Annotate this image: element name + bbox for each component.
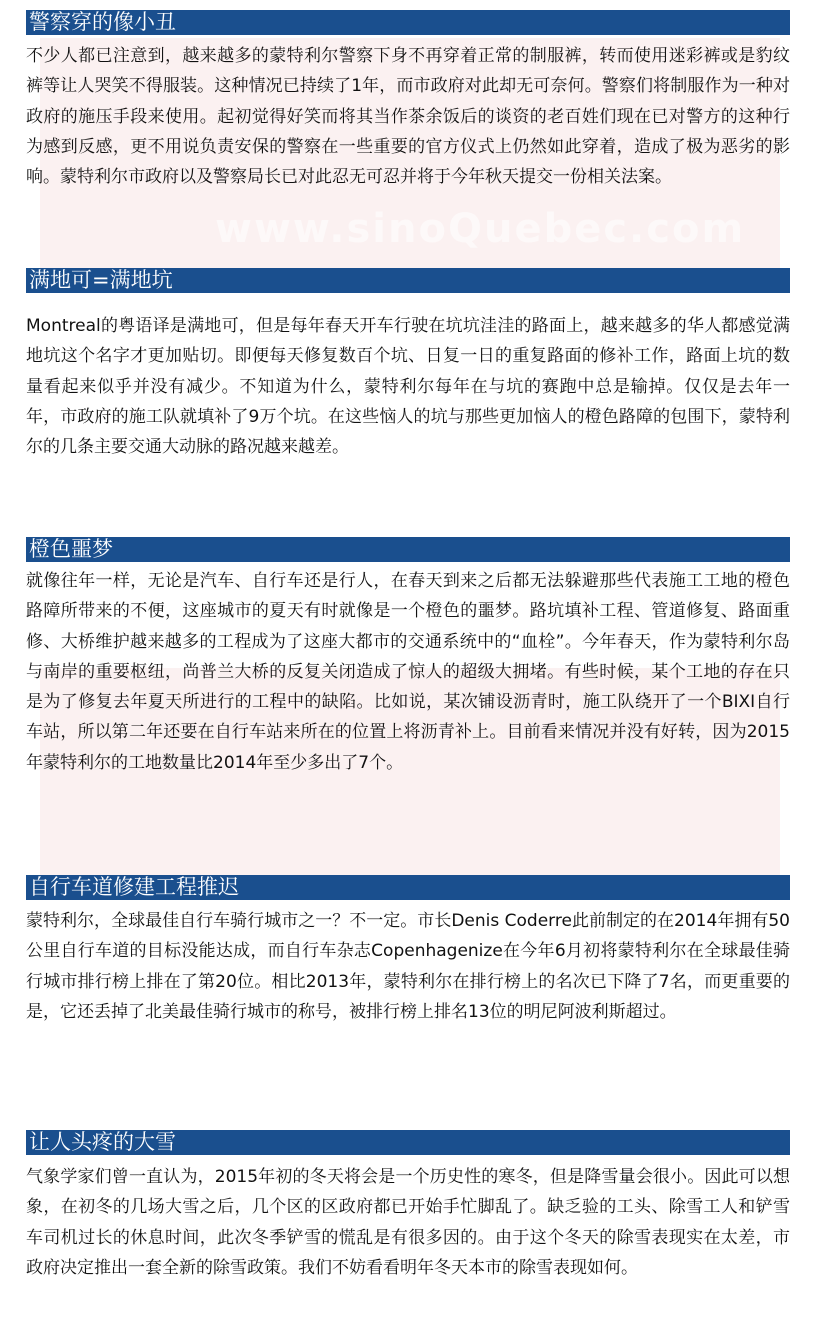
section-heading: 橙色噩梦 (26, 537, 790, 562)
section-body: 不少人都已注意到，越来越多的蒙特利尔警察下身不再穿着正常的制服裤，转而使用迷彩裤或是豹纹裤等让人哭笑不得服装。这种情况已持续了1年，而市政府对此却无可奈何。警察们将制服作为一种对政府的施压手段来使用。起初觉得好笑而将其当作茶余饭后的谈资的老百姓们现在已对警方的这种行为感到反感，更不用说负责安保的警察在一些重要的官方仪式上仍然如此穿着，造成了极为恶劣的影响。蒙特利尔市政府以及警察局长已对此忍无可忍并将于今年秋天提交一份相关法案。 (26, 46, 790, 188)
section-heading: 让人头疼的大雪 (26, 1130, 790, 1155)
section-heading: 自行车道修建工程推迟 (26, 875, 790, 900)
section-heading: 满地可=满地坑 (26, 268, 790, 293)
section-body: 蒙特利尔，全球最佳自行车骑行城市之一？不一定。市长Denis Coderre此前制定的在2014年拥有50公里自行车道的目标没能达成，而自行车杂志Copenhagenize在今年6月初将蒙特利尔在全球最佳骑行城市排行榜上排在了第20位。相比2013年，蒙特利尔在排行榜上的名次已下降了7名，而更重要的是，它还丢掉了北美最佳骑行城市的称号，被排行榜上排名13位的明尼阿波利斯超过。 (26, 911, 790, 1022)
section-heading: 警察穿的像小丑 (26, 10, 790, 35)
section-body: 就像往年一样，无论是汽车、自行车还是行人，在春天到来之后都无法躲避那些代表施工工地的橙色路障所带来的不便，这座城市的夏天有时就像是一个橙色的噩梦。路坑填补工程、管道修复、路面重修、大桥维护越来越多的工程成为了这座大都市的交通系统中的“血栓”。今年春天，作为蒙特利尔岛与南岸的重要枢纽，尚普兰大桥的反复关闭造成了惊人的超级大拥堵。有些时候，某个工地的存在只是为了修复去年夏天所进行的工程中的缺陷。比如说，某次铺设沥青时，施工队绕开了一个BIXI自行车站，所以第二年还要在自行车站来所在的位置上将沥青补上。目前看来情况并没有好转，因为2015年蒙特利尔的工地数量比2014年至少多出了7个。 (26, 571, 790, 773)
watermark-url-text: www.sinoQuebec.com (215, 206, 746, 252)
section-body: Montreal的粤语译是满地可，但是每年春天开车行驶在坑坑洼洼的路面上，越来越多的华人都感觉满地坑这个名字才更加贴切。即便每天修复数百个坑、日复一日的重复路面的修补工作，路面上坑的数量看起来似乎并没有减少。不知道为什么，蒙特利尔每年在与坑的赛跑中总是输掉。仅仅是去年一年，市政府的施工队就填补了9万个坑。在这些恼人的坑与那些更加恼人的橙色路障的包围下，蒙特利尔的几条主要交通大动脉的路况越来越差。 (26, 316, 790, 458)
section-body: 气象学家们曾一直认为，2015年初的冬天将会是一个历史性的寒冬，但是降雪量会很小。因此可以想象，在初冬的几场大雪之后，几个区的区政府都已开始手忙脚乱了。缺乏验的工头、除雪工人和铲雪车司机过长的休息时间，此次冬季铲雪的慌乱是有很多因的。由于这个冬天的除雪表现实在太差，市政府决定推出一套全新的除雪政策。我们不妨看看明年冬天本市的除雪表现如何。 (26, 1167, 790, 1278)
